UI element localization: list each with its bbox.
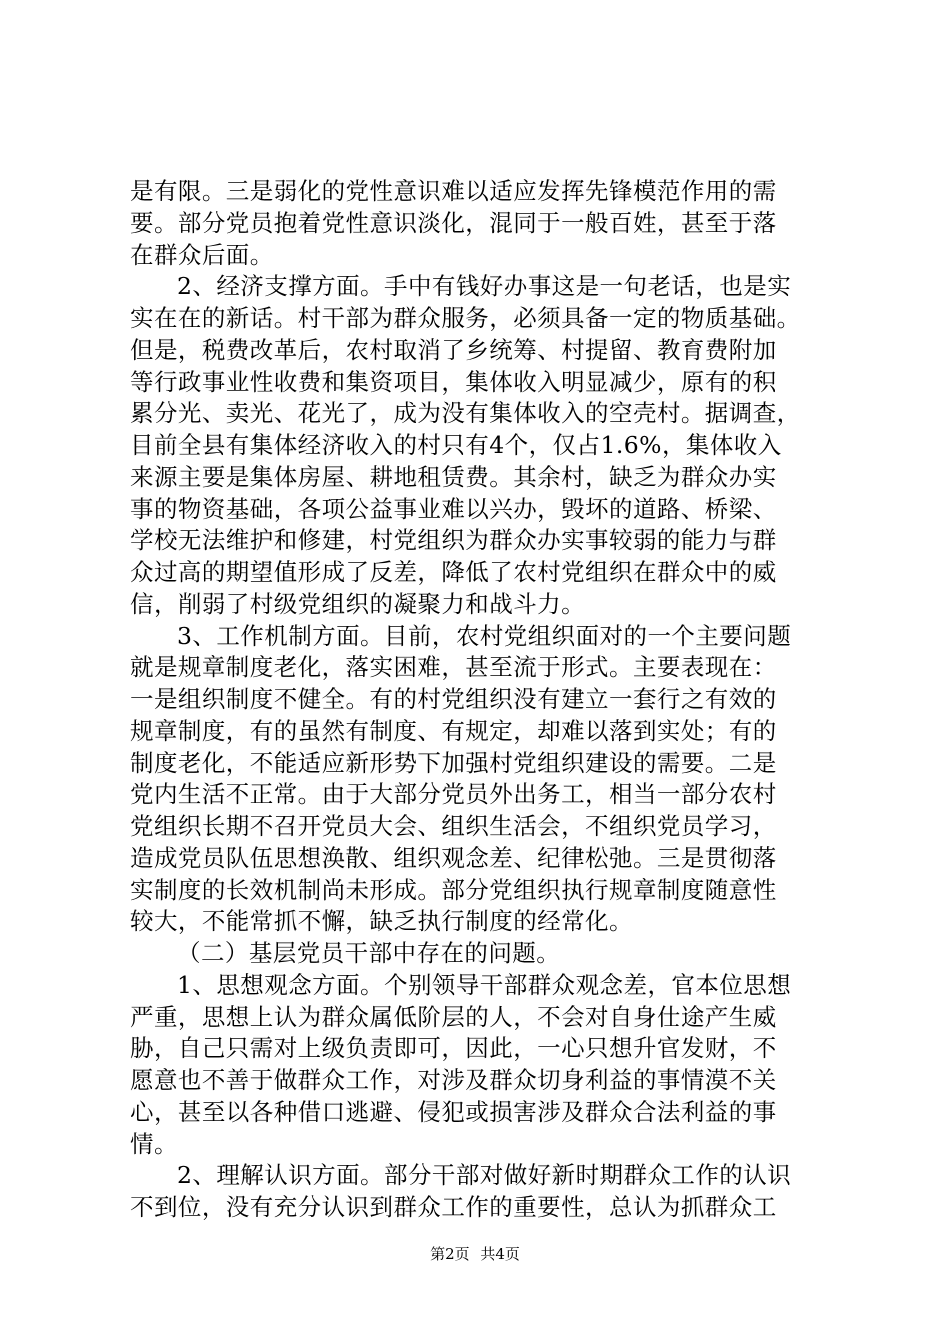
text-line: 实制度的长效机制尚未形成。部分党组织执行规章制度随意性 (130, 875, 777, 904)
text-line: 愿意也不善于做群众工作，对涉及群众切身利益的事情漠不关 (130, 1066, 777, 1094)
text-line: 要。部分党员抱着党性意识淡化，混同于一般百姓，甚至于落 (130, 208, 777, 237)
text-line: 一是组织制度不健全。有的村党组织没有建立一套行之有效的 (130, 685, 777, 713)
text-line: 情。 (130, 1129, 178, 1158)
page-number: 第2页 (430, 1245, 470, 1263)
text-line: 但是，税费改革后，农村取消了乡统筹、村提留、教育费附加 (130, 335, 777, 364)
text-line: 目前全县有集体经济收入的村只有4个，仅占1.6%，集体收入 (130, 431, 782, 459)
text-line: 3、工作机制方面。目前，农村党组织面对的一个主要问题 (177, 621, 792, 650)
text-line: 造成党员队伍思想涣散、组织观念差、纪律松弛。三是贯彻落 (130, 843, 777, 872)
page-total: 共4页 (480, 1245, 520, 1263)
text-line: 胁，自己只需对上级负责即可，因此，一心只想升官发财，不 (130, 1034, 777, 1063)
text-line: 规章制度，有的虽然有制度、有规定，却难以落到实处；有的 (130, 716, 777, 745)
text-line: （二）基层党员干部中存在的问题。 (177, 939, 561, 967)
text-line: 事的物资基础，各项公益事业难以兴办，毁坏的道路、桥梁、 (130, 494, 777, 523)
text-line: 1、思想观念方面。个别领导干部群众观念差，官本位思想 (177, 970, 792, 999)
text-line: 心，甚至以各种借口逃避、侵犯或损害涉及群众合法利益的事 (130, 1097, 777, 1126)
document-body (130, 176, 830, 1224)
text-line: 累分光、卖光、花光了，成为没有集体收入的空壳村。据调查， (130, 399, 801, 428)
text-line: 就是规章制度老化，落实困难，甚至流于形式。主要表现在： (130, 653, 777, 682)
text-line: 来源主要是集体房屋、耕地租赁费。其余村，缺乏为群众办实 (130, 462, 777, 491)
text-line: 不到位，没有充分认识到群众工作的重要性，总认为抓群众工 (130, 1193, 777, 1221)
text-line: 学校无法维护和修建，村党组织为群众办实事较弱的能力与群 (130, 526, 777, 555)
text-line: 2、理解认识方面。部分干部对做好新时期群众工作的认识 (177, 1161, 792, 1190)
text-line: 严重，思想上认为群众属低阶层的人，不会对自身仕途产生威 (130, 1002, 777, 1031)
text-line: 在群众后面。 (130, 240, 274, 269)
text-line: 是有限。三是弱化的党性意识难以适应发挥先锋模范作用的需 (130, 177, 777, 205)
text-line: 2、经济支撑方面。手中有钱好办事这是一句老话，也是实 (177, 272, 792, 301)
page-footer (0, 1244, 950, 1264)
text-line: 较大，不能常抓不懈，缺乏执行制度的经常化。 (130, 907, 633, 936)
text-line: 众过高的期望值形成了反差，降低了农村党组织在群众中的威 (130, 558, 777, 586)
text-line: 党组织长期不召开党员大会、组织生活会，不组织党员学习， (130, 812, 777, 840)
text-line: 信，削弱了村级党组织的凝聚力和战斗力。 (130, 589, 586, 618)
text-line: 等行政事业性收费和集资项目，集体收入明显减少，原有的积 (130, 367, 777, 396)
text-line: 制度老化，不能适应新形势下加强村党组织建设的需要。二是 (130, 748, 777, 777)
text-line: 实在在的新话。村干部为群众服务，必须具备一定的物质基础。 (130, 304, 801, 332)
text-line: 党内生活不正常。由于大部分党员外出务工，相当一部分农村 (130, 780, 777, 809)
